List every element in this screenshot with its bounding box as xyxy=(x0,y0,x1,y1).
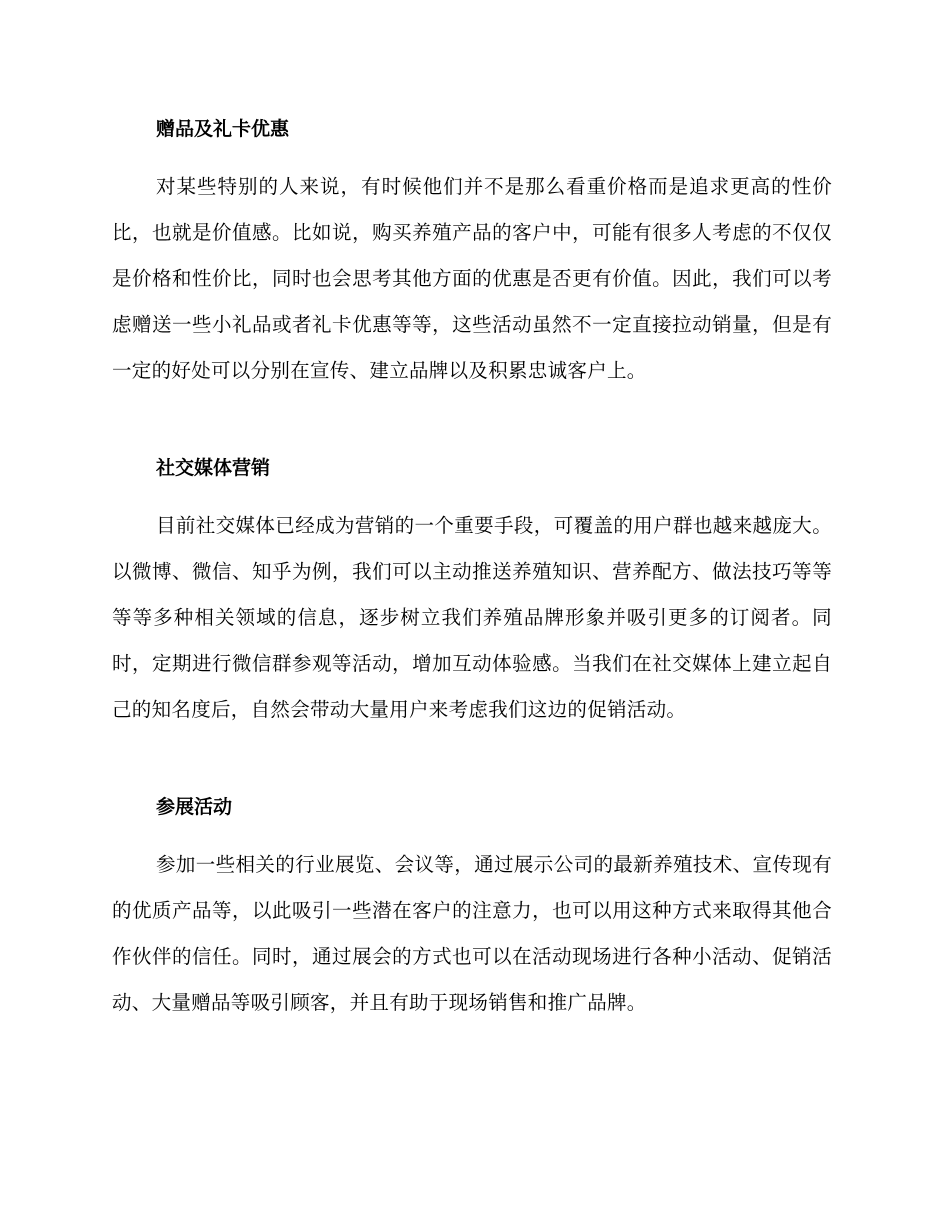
section-heading-exhibition: 参展活动 xyxy=(156,796,233,818)
section-heading-gift-card: 赠品及礼卡优惠 xyxy=(156,118,290,140)
section-paragraph-social-media: 目前社交媒体已经成为营销的一个重要手段，可覆盖的用户群也越来越庞大。以微博、微信、知乎为例，我们可以主动推送养殖知识、营养配方、做法技巧等等等等多种相关领域的信息，逐步树立我们养殖品牌形象并吸引更多的订阅者。同时，定期进行微信群参观等活动，增加互动体验感。当我们在社交媒体上建立起自己的知名度后，自然会带动大量用户来考虑我们这边的促销活动。 xyxy=(112,514,832,721)
section-paragraph-exhibition: 参加一些相关的行业展览、会议等，通过展示公司的最新养殖技术、宣传现有的优质产品等，以此吸引一些潜在客户的注意力，也可以用这种方式来取得其他合作伙伴的信任。同时，通过展会的方式也可以在活动现场进行各种小活动、促销活动、大量赠品等吸引顾客，并且有助于现场销售和推广品牌。 xyxy=(112,853,832,1014)
section-heading-social-media: 社交媒体营销 xyxy=(156,457,271,479)
section-paragraph-gift-card: 对某些特别的人来说，有时候他们并不是那么看重价格而是追求更高的性价比，也就是价值感。比如说，购买养殖产品的客户中，可能有很多人考虑的不仅仅是价格和性价比，同时也会思考其他方面的优惠是否更有价值。因此，我们可以考虑赠送一些小礼品或者礼卡优惠等等，这些活动虽然不一定直接拉动销量，但是有一定的好处可以分别在宣传、建立品牌以及积累忠诚客户上。 xyxy=(112,175,832,382)
